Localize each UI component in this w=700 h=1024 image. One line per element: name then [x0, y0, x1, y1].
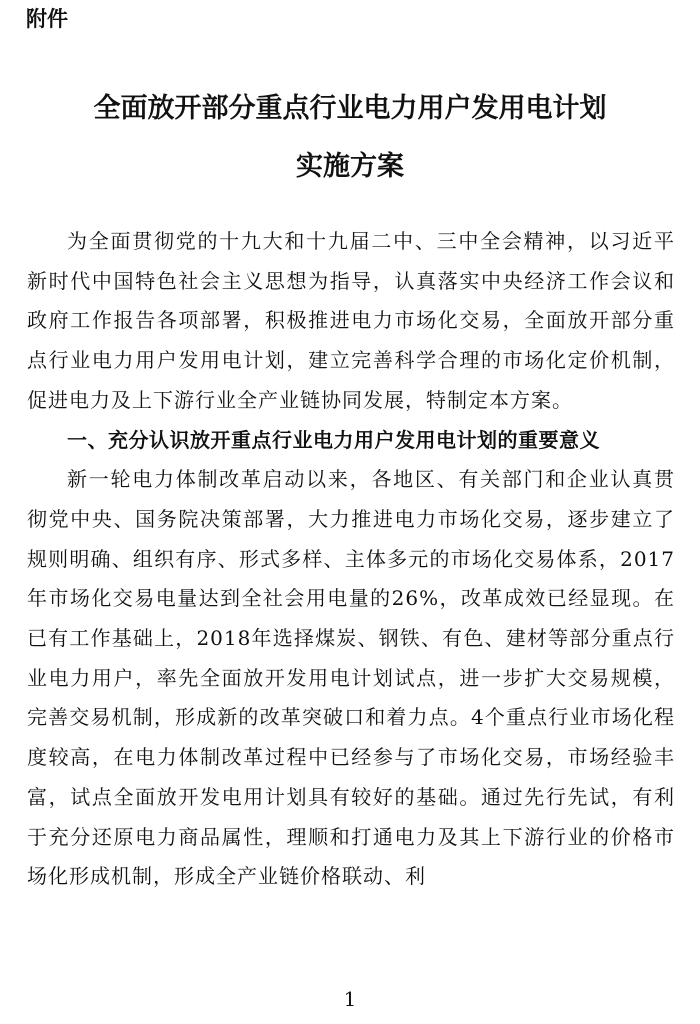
section-1-heading: 一、充分认识放开重点行业电力用户发用电计划的重要意义: [67, 427, 600, 452]
document-title-line-1: 全面放开部分重点行业电力用户发用电计划: [93, 93, 607, 124]
intro-paragraph: 为全面贯彻党的十九大和十九届二中、三中全会精神，以习近平新时代中国特色社会主义思想为指导，认真落实中央经济工作会议和政府工作报告各项部署，积极推进电力市场化交易，全面放开部分重点行业电力用户发用电计划，建立完善科学合理的市场化定价机制，促进电力及上下游行业全产业链协同发展，特制定本方案。: [27, 229, 675, 412]
section-1-paragraph: 新一轮电力体制改革启动以来，各地区、有关部门和企业认真贯彻党中央、国务院决策部署，大力推进电力市场化交易，逐步建立了规则明确、组织有序、形式多样、主体多元的市场化交易体系，2017年市场化交易电量达到全社会用电量的26%，改革成效已经显现。在已有工作基础上，2018年选择煤炭、钢铁、有色、建材等部分重点行业电力用户，率先全面放开发用电计划试点，进一步扩大交易规模，完善交易机制，形成新的改革突破口和着力点。4个重点行业市场化程度较高，在电力体制改革过程中已经参与了市场化交易，市场经验丰富，试点全面放开发电用计划具有较好的基础。通过先行先试，有利于充分还原电力商品属性，理顺和打通电力及其上下游行业的价格市场化形成机制，形成全产业链价格联动、利: [27, 467, 675, 889]
attachment-label: 附件: [26, 7, 68, 31]
document-title: [0, 80, 700, 196]
document-title-line-2: 实施方案: [296, 151, 404, 182]
document-body: [27, 222, 675, 897]
page-number: 1: [343, 987, 357, 1011]
